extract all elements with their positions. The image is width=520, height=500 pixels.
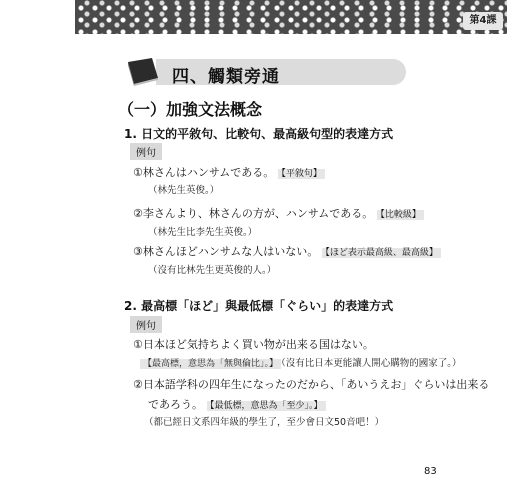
example-label-1: 例句 [130,143,162,160]
translation: （沒有比林先生更英俊的人。） [148,265,277,276]
example-sentence: ②李さんより、林さんの方が、ハンサムである。 【比較級】 [133,205,424,221]
book-icon [124,56,160,86]
example-sentence-cont: であろう。 【最低標，意思為「至少」。】 [148,396,326,412]
translation: （都已經日文系四年級的學生了，至少會日文50音吧！） [144,417,385,428]
example-sentence: ③林さんほどハンサムな人はいない。 【ほど表示最高級、最高級】 [133,243,441,259]
example-sentence: ②日本語学科の四年生になったのだから、「あいうえお」ぐらいは出来る [133,378,490,391]
decorative-header-banner [75,0,507,34]
section-title: 四、觸類旁通 [172,67,280,87]
lesson-tab: 第4課 [463,12,503,30]
subsection-title: （一）加強文法概念 [118,100,263,119]
annotation-line: 【最高標，意思為「無與倫比」。】 （沒有比日本更能讓人開心購物的國家了。） [140,355,462,369]
topic-heading-2: 2. 最高標「ほど」與最低標「ぐらい」的表達方式 [124,299,394,313]
translation: （林先生英俊。） [148,185,220,196]
page-number: 83 [424,466,437,477]
topic-heading-1: 1. 日文的平敘句、比較句、最高級句型的表達方式 [124,127,394,141]
example-label-2: 例句 [130,316,162,333]
translation: （林先生比李先生英俊。） [148,227,258,238]
example-sentence: ①林さんはハンサムである。 【平敘句】 [133,164,325,180]
example-sentence: ①日本ほど気持ちよく買い物が出来る国はない。 [133,338,374,351]
